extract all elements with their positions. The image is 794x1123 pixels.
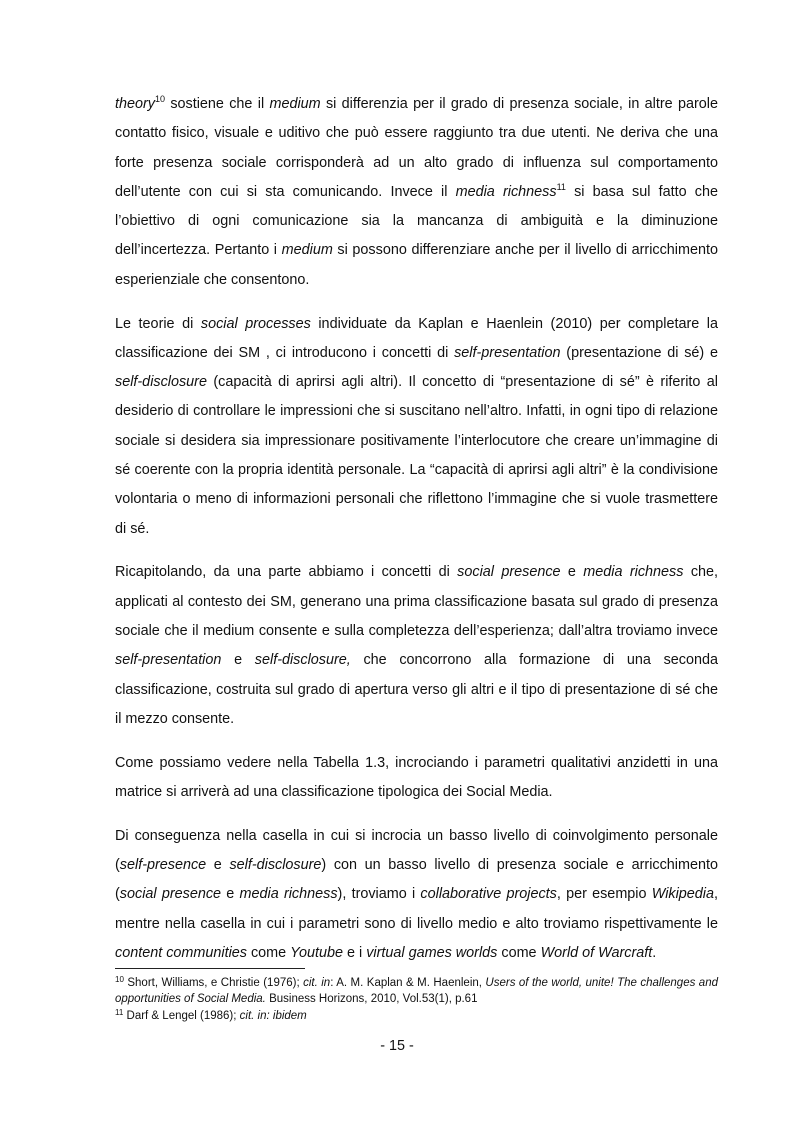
- footnote-divider: [115, 968, 305, 969]
- body-text: [115, 90, 718, 983]
- term-social-presence: social presence: [457, 564, 561, 581]
- footnotes: [115, 975, 718, 1024]
- term-media-richness: media richness: [583, 564, 684, 581]
- footnote-11: $^{11}$ Darf & Lengel (1986); cit. in: ibidem: [115, 1007, 307, 1022]
- term-content-communities: content communities: [115, 945, 247, 962]
- term-world-of-warcraft: World of Warcraft: [540, 945, 653, 962]
- term-virtual-games-worlds: virtual games worlds: [366, 945, 498, 962]
- term-self-presentation: self-presentation: [454, 344, 561, 361]
- term-medium: medium: [269, 96, 321, 112]
- term-media-richness: media richness: [239, 886, 338, 903]
- paragraph-1: theory$^{10}$ sostiene che il medium si differenzia per il grado di presenza sociale, in altre parole contatto fisico, visuale e uditivo che può essere raggiunto tra due utenti. Ne deriva che una forte presenza sociale corrisponderà ad un alto grado di influenza sul comportamento dell’utente con cui si sta comunicando. Invece il media richness$^{11}$ si basa sul fatto che l’obiettivo di ogni comunicazione sia la mancanza di ambiguità e la diminuzione dell’incertezza. Pertanto i medium si possono differenziare anche per il livello di arricchimento esperienziale che consentono.: [115, 94, 719, 288]
- page-number: - 15 -: [380, 1038, 414, 1054]
- footnote-10: $^{10}$ Short, Williams, e Christie (1976); cit. in: A. M. Kaplan & M. Haenlein, Users of the world, unite! The challenges and opportunities of Social Media. Business Horizons, 2010, Vol.53(1), p.61: [115, 975, 718, 1006]
- term-youtube: Youtube: [290, 945, 343, 962]
- term-self-disclosure: self-disclosure: [115, 374, 207, 391]
- paragraph-4: Come possiamo vedere nella Tabella 1.3, incrociando i parametri qualitativi anzidetti in una matrice si arriverà ad una classificazione tipologica dei Social Media.: [115, 754, 718, 801]
- term-self-disclosure: self-disclosure,: [254, 652, 351, 669]
- term-self-presence: self-presence: [119, 857, 207, 874]
- term-media-richness: media richness: [455, 183, 557, 200]
- term-theory: theory: [115, 96, 155, 112]
- paragraph-5: Di conseguenza nella casella in cui si incrocia un basso livello di coinvolgimento personale (self-presence e self-disclosure) con un basso livello di presenza sociale e arricchimento (social presence e media richness), troviamo i collaborative projects, per esempio Wikipedia, mentre nella casella in cui i parametri sono di livello medio e alto troviamo rispettivamente le content communities come Youtube e i virtual games worlds come World of Warcraft.: [115, 827, 719, 962]
- term-social-presence: social presence: [119, 886, 222, 903]
- footnote-number: 10: [115, 975, 124, 984]
- footnote-ref-10[interactable]: 10: [155, 94, 166, 104]
- footnote-number: 11: [115, 1007, 124, 1017]
- term-social-processes: social processes: [200, 315, 311, 332]
- term-medium: medium: [281, 242, 333, 259]
- citation-title: Users of the world, unite! The challenges and opportunities of Social Media.: [115, 977, 718, 1006]
- term-self-disclosure: self-disclosure: [229, 857, 322, 874]
- paragraph-2: Le teorie di social processes individuate da Kaplan e Haenlein (2010) per completare la classificazione dei SM , ci introducono i concetti di self-presentation (presentazione di sé) e self-disclosure (capacità di aprirsi agli altri). Il concetto di “presentazione di sé” è riferito al desiderio di controllare le impressioni che si suscitano nell’altro. Infatti, in ogni tipo di relazione sociale si desidera sia impressionare positivamente l’interlocutore che creare un’immagine di sé coerente con la propria identità personale. La “capacità di aprirsi agli altri” è la condivisione volontaria o meno di informazioni personali che riflettono l’immagine che si vuole trasmettere di sé.: [115, 315, 718, 537]
- footnote-ref-11[interactable]: 11: [556, 181, 566, 192]
- paragraph-3: Ricapitolando, da una parte abbiamo i concetti di social presence e media richness che, applicati al contesto dei SM, generano una prima classificazione basata sul grado di presenza sociale che il medium consente e sulla completezza dell’esperienza; dall’altra troviamo invece self-presentation e self-disclosure, che concorrono alla formazione di una seconda classificazione, costruita sul grado di apertura verso gli altri e il tipo di presentazione di sé che il mezzo consente.: [115, 564, 719, 727]
- term-wikipedia: Wikipedia: [651, 886, 715, 903]
- term-self-presentation: self-presentation: [115, 652, 222, 669]
- term-collaborative-projects: collaborative projects: [420, 886, 557, 903]
